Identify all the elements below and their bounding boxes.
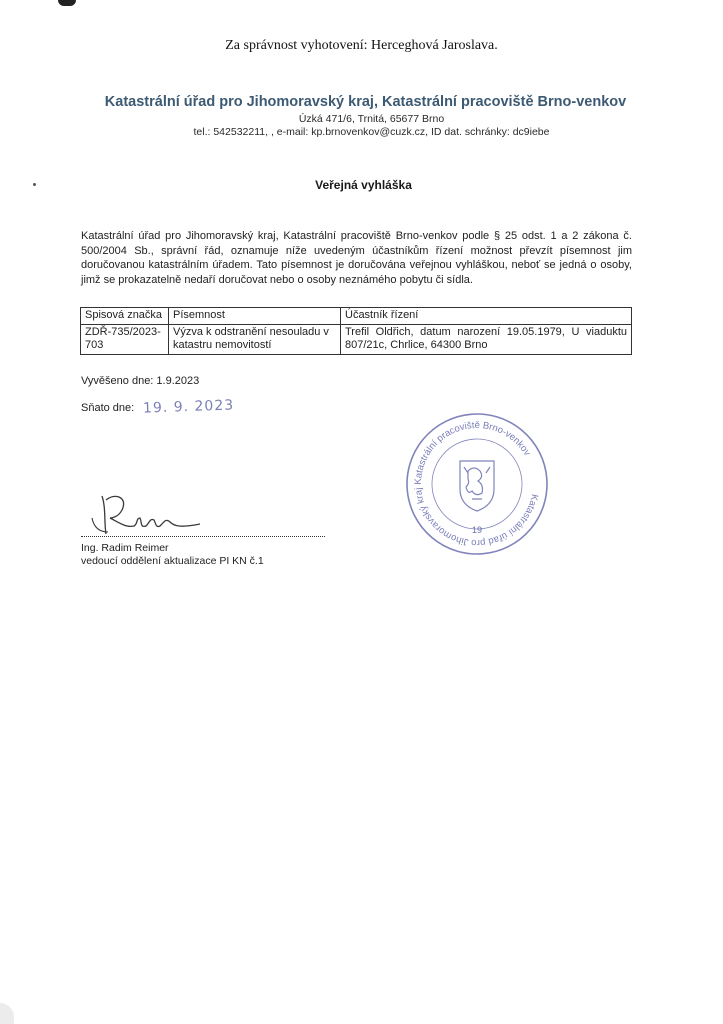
removed-date-handwritten: 19. 9. 2023 <box>143 397 235 417</box>
verification-line: Za správnost vyhotovení: Herceghová Jaroslava. <box>225 38 498 53</box>
column-header: Spisová značka <box>81 308 169 325</box>
table-row <box>81 324 632 354</box>
document-title: Veřejná vyhláška <box>315 178 412 192</box>
official-stamp <box>402 409 552 559</box>
office-address: Úzká 471/6, Trnitá, 65677 Brno <box>298 113 445 125</box>
office-header <box>0 94 723 138</box>
document-cell: Výzva k odstranění nesouladu v katastru nemovitostí <box>169 324 341 354</box>
removed-line <box>81 399 234 415</box>
scan-edge <box>0 1003 14 1024</box>
removed-label: Sňato dne: <box>81 402 135 414</box>
table-header-row <box>81 308 632 325</box>
participant-cell: Trefil Oldřich, datum narození 19.05.1979, U viaduktu 807/21c, Chrlice, 64300 Brno <box>341 324 632 354</box>
posted-date: Vyvěšeno dne: 1.9.2023 <box>81 375 200 387</box>
stamp-number: 19 <box>471 525 483 535</box>
signature-line <box>81 536 325 537</box>
column-header: Písemnost <box>169 308 341 325</box>
stamp-ring-text: Katastrální úřad pro Jihomoravský kraj Katastrální pracoviště Brno-venkov <box>412 419 541 549</box>
case-number-cell: ZDŘ-735/2023-703 <box>81 324 169 354</box>
page-corner-mark <box>58 0 76 6</box>
records-table <box>80 307 632 355</box>
office-contact: tel.: 542532211, , e-mail: kp.brnovenkov@cuzk.cz, ID dat. schránky: dc9iebe <box>193 126 550 138</box>
signer-role: vedoucí oddělení aktualizace PI KN č.1 <box>81 555 264 567</box>
office-title: Katastrální úřad pro Jihomoravský kraj, Katastrální pracoviště Brno-venkov <box>104 94 627 110</box>
stamp-emblem <box>460 461 494 511</box>
notice-body: Katastrální úřad pro Jihomoravský kraj, Katastrální pracoviště Brno-venkov podle § 25 odst. 1 a 2 zákona č. 500/2004 Sb., správní řád, oznamuje níže uvedeným účastníkům řízení možnost převzít písemnost jim doručovanou katastrálním úřadem. Tato písemnost je doručována veřejnou vyhláškou, neboť se jedná o osoby, jimž se prokazatelně nedaří doručovat nebo o osoby neznámého pobytu či sídla. <box>81 230 632 286</box>
handwritten-signature <box>84 488 204 538</box>
column-header: Účastník řízení <box>341 308 632 325</box>
signer-name: Ing. Radim Reimer <box>81 542 169 554</box>
